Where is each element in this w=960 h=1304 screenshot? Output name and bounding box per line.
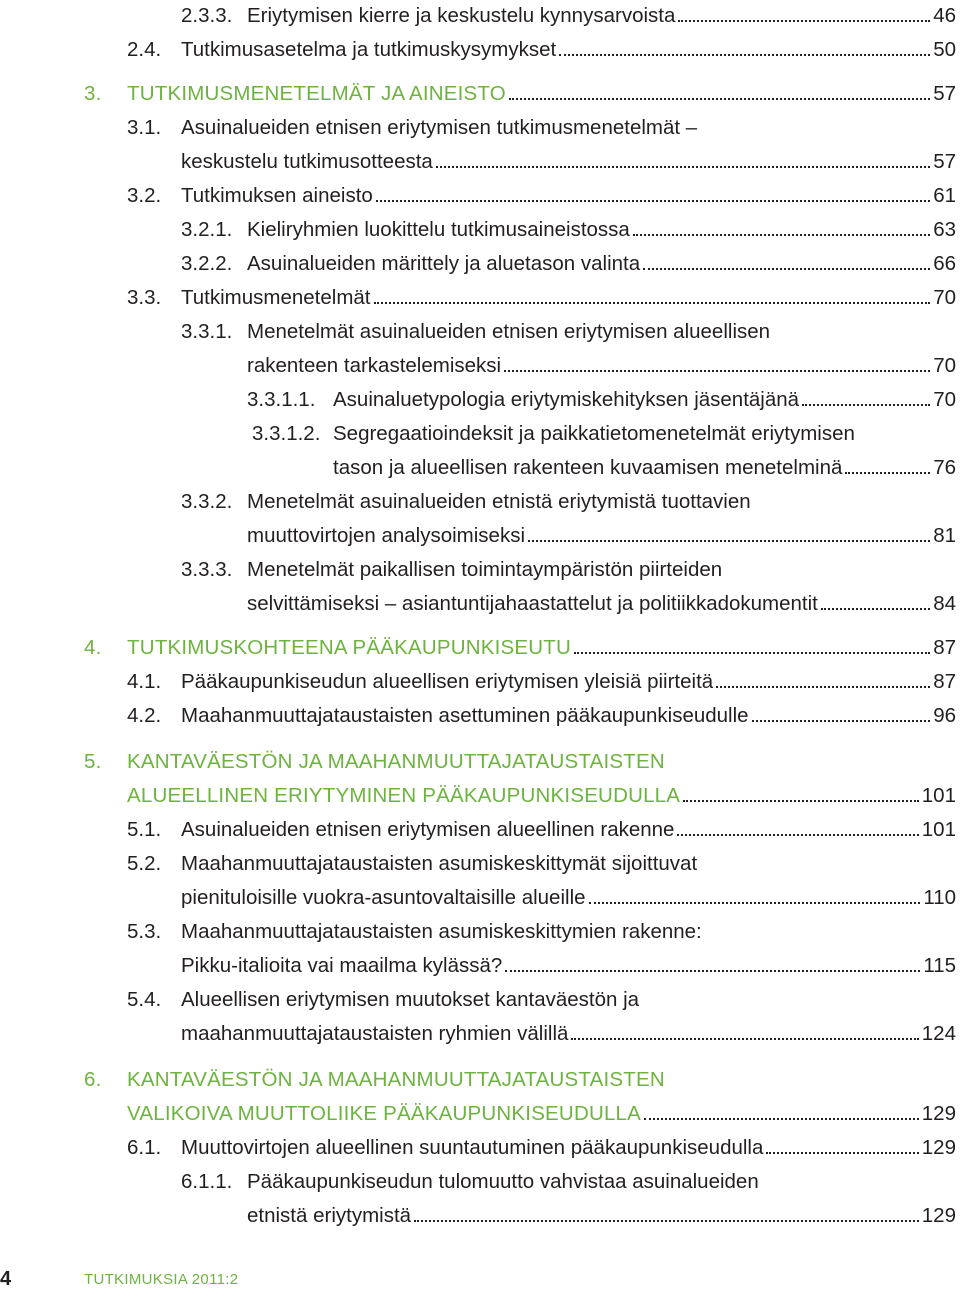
dot-leader (752, 720, 931, 722)
toc-entry-title: Segregaatioindeksit ja paikkatietomenetelmät eriytymisen (333, 422, 855, 445)
toc-entry-number: 4.1. (127, 670, 162, 693)
toc-entry-title: Pääkaupunkiseudun alueellisen eriytymisen yleisiä piirteitä (181, 670, 714, 693)
toc-entry-title: Alueellisen eriytymisen muutokset kantaväestön ja (181, 988, 640, 1011)
toc-page-number: 84 (933, 592, 956, 615)
toc-entry-title: Asuinalueiden etnisen eriytymisen tutkimusmenetelmät – (181, 116, 698, 139)
toc-entry (0, 214, 960, 248)
toc-page-number: 63 (933, 218, 956, 241)
toc-entry-title: TUTKIMUSKOHTEENA PÄÄKAUPUNKISEUTU (127, 636, 572, 659)
dot-leader (414, 1220, 919, 1222)
page-number: 4 (0, 1268, 12, 1290)
toc-page-number: 57 (933, 150, 956, 173)
dot-leader (376, 200, 930, 202)
toc-page-number: 101 (921, 784, 956, 807)
toc-entry-number: 3.2.2. (181, 252, 233, 275)
toc-entry-continuation (0, 146, 960, 180)
toc-entry (0, 0, 960, 34)
toc-entry-number: 6.1.1. (181, 1170, 233, 1193)
toc-entry-title: TUTKIMUSMENETELMÄT JA AINEISTO (127, 82, 506, 105)
toc-entry-number: 3. (84, 82, 102, 105)
toc-entry-title: ALUEELLINEN ERIYTYMINEN PÄÄKAUPUNKISEUDULLA (127, 784, 681, 807)
dot-leader (436, 166, 930, 168)
toc-page-number: 115 (923, 954, 956, 977)
toc-entry-title: Maahanmuuttajataustaisten asettuminen pääkaupunkiseudulle (181, 704, 749, 727)
toc-page-number: 110 (923, 886, 956, 909)
page-footer (0, 1268, 400, 1304)
toc-entry-title: Muuttovirtojen alueellinen suuntautuminen pääkaupunkiseudulla (181, 1136, 764, 1159)
toc-entry-title: rakenteen tarkastelemiseksi (247, 354, 502, 377)
toc-page-number: 129 (921, 1102, 956, 1125)
toc-entry-title: Asuinalueiden märittely ja aluetason valinta (247, 252, 641, 275)
toc-entry-number: 6. (84, 1068, 102, 1091)
toc-entry-number: 2.4. (127, 38, 162, 61)
toc-entry-number: 3.3.1. (181, 320, 233, 343)
toc-entry-number: 3.3. (127, 286, 162, 309)
toc-page-number: 87 (933, 636, 956, 659)
toc-entry-number: 5.4. (127, 988, 162, 1011)
toc-entry-title: pienituloisille vuokra-asuntovaltaisille alueille (181, 886, 586, 909)
toc-page-number: 57 (933, 82, 956, 105)
toc-entry-number: 3.3.2. (181, 490, 233, 513)
dot-leader (504, 370, 930, 372)
toc-entry-number: 3.2.1. (181, 218, 233, 241)
toc-entry (0, 984, 960, 1018)
toc-entry-title: keskustelu tutkimusotteesta (181, 150, 433, 173)
toc-entry-continuation (0, 350, 960, 384)
toc-entry-title: Maahanmuuttajataustaisten asumiskeskittymien rakenne: (181, 920, 702, 943)
dot-leader (845, 472, 930, 474)
dot-leader (821, 608, 930, 610)
dot-leader (559, 54, 930, 56)
toc-page-number: 50 (933, 38, 956, 61)
toc-entry (0, 1132, 960, 1166)
toc-entry-title: Maahanmuuttajataustaisten asumiskeskittymät sijoittuvat (181, 852, 698, 875)
dot-leader (574, 652, 930, 654)
toc-entry (0, 916, 960, 950)
toc-page-number: 129 (921, 1204, 956, 1227)
toc-entry-title: Eriytymisen kierre ja keskustelu kynnysarvoista (247, 4, 676, 27)
toc-entry-number: 3.3.1.1. (247, 388, 316, 411)
toc-entry-continuation (0, 588, 960, 622)
toc-entry-continuation (0, 882, 960, 916)
toc-page-number: 70 (933, 388, 956, 411)
toc-page-number: 76 (933, 456, 956, 479)
toc-entry-number: 4.2. (127, 704, 162, 727)
dot-leader (766, 1152, 918, 1154)
dot-leader (802, 404, 930, 406)
toc-chapter-entry (0, 78, 960, 112)
toc-entry-number: 3.3.3. (181, 558, 233, 581)
dot-leader (678, 20, 930, 22)
toc-entry-title: Asuinaluetypologia eriytymiskehityksen jäsentäjänä (333, 388, 800, 411)
toc-entry-title: Tutkimuksen aineisto (181, 184, 373, 207)
dot-leader (505, 970, 920, 972)
toc-entry (0, 282, 960, 316)
dot-leader (571, 1038, 918, 1040)
toc-entry-title: Asuinalueiden etnisen eriytymisen alueellinen rakenne (181, 818, 675, 841)
toc-page-number: 70 (933, 286, 956, 309)
toc-page-number: 70 (933, 354, 956, 377)
toc-page-number: 46 (933, 4, 956, 27)
toc-entry-number: 2.3.3. (181, 4, 233, 27)
dot-leader (677, 834, 918, 836)
toc-entry-title: Menetelmät asuinalueiden etnistä eriytymistä tuottavien (247, 490, 751, 513)
toc-entry-continuation (0, 950, 960, 984)
toc-entry-title: Kieliryhmien luokittelu tutkimusaineistossa (247, 218, 630, 241)
dot-leader (633, 234, 930, 236)
toc-entry-number: 5.1. (127, 818, 162, 841)
toc-entry (0, 486, 960, 520)
toc-entry-title: Tutkimusmenetelmät (181, 286, 371, 309)
toc-entry (0, 180, 960, 214)
dot-leader (509, 98, 930, 100)
toc-chapter-entry (0, 632, 960, 666)
toc-entry-continuation (0, 452, 960, 486)
toc-entry-number: 4. (84, 636, 102, 659)
toc-entry-title: tason ja alueellisen rakenteen kuvaamisen menetelminä (333, 456, 843, 479)
toc-entry-title: Pikku-italioita vai maailma kylässä? (181, 954, 503, 977)
toc-entry-number: 3.2. (127, 184, 162, 207)
toc-entry-continuation (0, 520, 960, 554)
toc-page-number: 81 (933, 524, 956, 547)
toc-entry (0, 1166, 960, 1200)
toc-entry-title: Tutkimusasetelma ja tutkimuskysymykset (181, 38, 557, 61)
dot-leader (643, 268, 930, 270)
toc-entry-title: VALIKOIVA MUUTTOLIIKE PÄÄKAUPUNKISEUDULLA (127, 1102, 642, 1125)
toc-entry (0, 34, 960, 68)
toc-entry (0, 248, 960, 282)
dot-leader (716, 686, 930, 688)
toc-entry (0, 700, 960, 734)
toc-entry-number: 3.1. (127, 116, 162, 139)
toc-entry (0, 384, 960, 418)
toc-entry-title: maahanmuuttajataustaisten ryhmien välillä (181, 1022, 569, 1045)
toc-chapter-entry (0, 1064, 960, 1098)
dot-leader (683, 800, 919, 802)
toc-entry-continuation (0, 1200, 960, 1234)
toc-entry-continuation (0, 1098, 960, 1132)
dot-leader (374, 302, 931, 304)
toc-entry (0, 848, 960, 882)
toc-entry (0, 112, 960, 146)
dot-leader (528, 540, 930, 542)
toc-entry-title: KANTAVÄESTÖN JA MAAHANMUUTTAJATAUSTAISTEN (127, 750, 665, 773)
toc-entry (0, 316, 960, 350)
dot-leader (589, 902, 921, 904)
toc-entry (0, 418, 960, 452)
toc-page-number: 87 (933, 670, 956, 693)
toc-chapter-entry (0, 746, 960, 780)
toc-entry-title: muuttovirtojen analysoimiseksi (247, 524, 526, 547)
toc-page-number: 61 (933, 184, 956, 207)
toc-page-number: 129 (921, 1136, 956, 1159)
toc-entry-continuation (0, 780, 960, 814)
toc-entry-number: 5. (84, 750, 102, 773)
toc-entry-title: Menetelmät paikallisen toimintaympäristön piirteiden (247, 558, 723, 581)
toc-entry-title: Pääkaupunkiseudun tulomuutto vahvistaa asuinalueiden (247, 1170, 759, 1193)
toc-entry-title: selvittämiseksi – asiantuntijahaastattelut ja politiikkadokumentit (247, 592, 818, 615)
toc-entry-continuation (0, 1018, 960, 1052)
toc-page-number: 101 (921, 818, 956, 841)
dot-leader (644, 1118, 919, 1120)
toc-page-number: 124 (921, 1022, 956, 1045)
toc-entry-number: 3.3.1.2. (252, 422, 321, 445)
toc-page-number: 66 (933, 252, 956, 275)
toc-entry (0, 814, 960, 848)
toc-entry-number: 5.3. (127, 920, 162, 943)
toc-page-number: 96 (933, 704, 956, 727)
toc-entry-title: KANTAVÄESTÖN JA MAAHANMUUTTAJATAUSTAISTEN (127, 1068, 665, 1091)
publication-name: TUTKIMUKSIA 2011:2 (84, 1271, 239, 1288)
toc-entry (0, 554, 960, 588)
toc-entry-number: 5.2. (127, 852, 162, 875)
toc-entry-number: 6.1. (127, 1136, 162, 1159)
toc-entry (0, 666, 960, 700)
toc-entry-title: Menetelmät asuinalueiden etnisen eriytymisen alueellisen (247, 320, 771, 343)
toc-entry-title: etnistä eriytymistä (247, 1204, 412, 1227)
